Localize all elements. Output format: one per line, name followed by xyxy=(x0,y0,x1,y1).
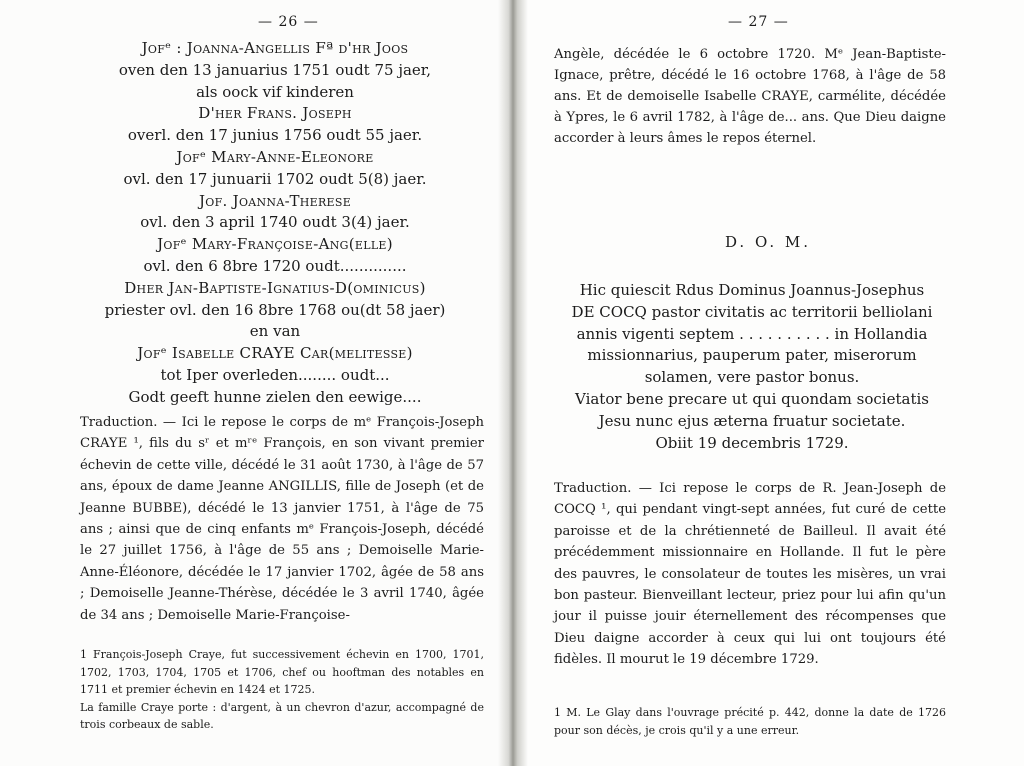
latin-line: DE COCQ pastor civitatis ac territorii belliolani xyxy=(571,302,933,321)
traduction-text: Traduction. — Ici le repose le corps de mᵉ François-Joseph CRAYE ¹, fils du sʳ et mʳᵉ François, en son vivant premier échevin de cette ville, décédé le 31 août 1730, à l'âge de 57 ans, époux de dame Jeanne ANGILLIS, fille de Joseph (et de Jeanne BUBBE), décédé le 13 janvier 1751, à l'âge de 75 ans ; ainsi que de cinq enfants mᵉ François-Joseph, décédé le 27 juillet 1756, à l'âge de 55 ans ; Demoiselle Marie-Anne-Éléonore, décédée le 17 janvier 1702, âgée de 58 ans ; Demoiselle Jeanne-Thérèse, décédée le 3 avril 1740, âgée de 34 ans ; Demoiselle Marie-Françoise- xyxy=(80,415,484,623)
latin-line: Jesu nunc ejus æterna fruatur societate. xyxy=(598,411,906,430)
epitaph-line: D'her Frans. Joseph xyxy=(198,104,352,123)
epitaph-line: Jof. Joanna-Therese xyxy=(198,191,352,210)
right-page xyxy=(512,0,1024,766)
footnote xyxy=(554,704,946,739)
latin-line: missionnarius, pauperum pater, miserorum xyxy=(587,346,917,365)
epitaph-line: oven den 13 januarius 1751 oudt 75 jaer, xyxy=(118,60,432,79)
book-gutter xyxy=(498,0,528,766)
footnotes xyxy=(80,646,484,734)
epitaph-line: en van xyxy=(249,322,301,341)
continuation-paragraph xyxy=(554,44,946,149)
epitaph-line: overl. den 17 junius 1756 oudt 55 jaer. xyxy=(127,126,423,145)
page-number: — 27 — xyxy=(728,14,789,30)
latin-line: annis vigenti septem . . . . . . . . . . in Hollandia xyxy=(576,324,928,343)
dutch-epitaph xyxy=(100,38,450,409)
epitaph-line: ovl. den 3 april 1740 oudt 3(4) jaer. xyxy=(140,213,410,232)
traduction-text: Traduction. — Ici repose le corps de R. Jean-Joseph de COCQ ¹, qui pendant vingt-sept années, fut curé de cette paroisse et de la chrétienneté de Bailleul. Il avait été précédemment missionnaire en Hollande. Il fut le père des pauvres, le consolateur de toutes les misères, un vrai bon pasteur. Bienveillant lecteur, priez pour lui afin qu'un jour il puisse jouir éternellement des récompenses que Dieu daigne accorder à ceux qui lui ont toujours été fidèles. Il mourut le 19 décembre 1729. xyxy=(554,481,946,668)
epitaph-line: als oock vif kinderen xyxy=(196,82,354,101)
epitaph-line: priester ovl. den 16 8bre 1768 ou(dt 58 jaer) xyxy=(104,300,446,319)
epitaph-line: Jofᵉ : Joanna-Angellis Fª d'hr Joos xyxy=(141,39,409,57)
footnote: 1 François-Joseph Craye, fut successivement échevin en 1700, 1701, 1702, 1703, 1704, 1705 et 1706, chef ou hooftman des notables en 1711 et premier échevin en 1424 et 1725. xyxy=(80,648,484,696)
epitaph-line: Jofᵉ Isabelle CRAYE Car(melitesse) xyxy=(137,344,413,363)
dom-heading: D. O. M. xyxy=(724,233,812,251)
epitaph-line: ovl. den 17 junuarii 1702 oudt 5(8) jaer. xyxy=(123,169,427,188)
footnote: La famille Craye porte : d'argent, à un chevron d'azur, accompagné de trois corbeaux de sable. xyxy=(80,700,484,731)
epitaph-line: Dher Jan-Baptiste-Ignatius-D(ominicus) xyxy=(124,278,426,297)
traduction-paragraph xyxy=(80,412,484,626)
footnote-text: 1 M. Le Glay dans l'ouvrage précité p. 442, donne la date de 1726 pour son décès, je crois qu'il y a une erreur. xyxy=(554,706,946,737)
latin-epitaph xyxy=(552,280,952,454)
epitaph-line: tot Iper overleden........ oudt... xyxy=(160,365,390,384)
epitaph-line: Godt geeft hunne zielen den eewige.... xyxy=(128,387,422,406)
traduction-paragraph xyxy=(554,478,946,671)
epitaph-line: Jofᵉ Mary-Anne-Eleonore xyxy=(176,147,374,166)
latin-line: Viator bene precare ut qui quondam societatis xyxy=(575,389,929,408)
page-number: — 26 — xyxy=(258,14,319,30)
epitaph-line: ovl. den 6 8bre 1720 oudt.............. xyxy=(143,256,407,275)
latin-line: Obiit 19 decembris 1729. xyxy=(655,433,849,452)
continuation-text: Angèle, décédée le 6 octobre 1720. Mᵉ Jean-Baptiste-Ignace, prêtre, décédé le 16 octobre 1768, à l'âge de 58 ans. Et de demoiselle Isabelle CRAYE, carmélite, décédée à Ypres, le 6 avril 1782, à l'âge de... ans. Que Dieu daigne accorder à leurs âmes le repos éternel. xyxy=(554,47,946,146)
latin-line: solamen, vere pastor bonus. xyxy=(644,368,860,387)
epitaph-line: Jofᵉ Mary-Françoise-Ang(elle) xyxy=(157,235,393,254)
latin-line: Hic quiescit Rdus Dominus Joannus-Josephus xyxy=(579,281,925,299)
